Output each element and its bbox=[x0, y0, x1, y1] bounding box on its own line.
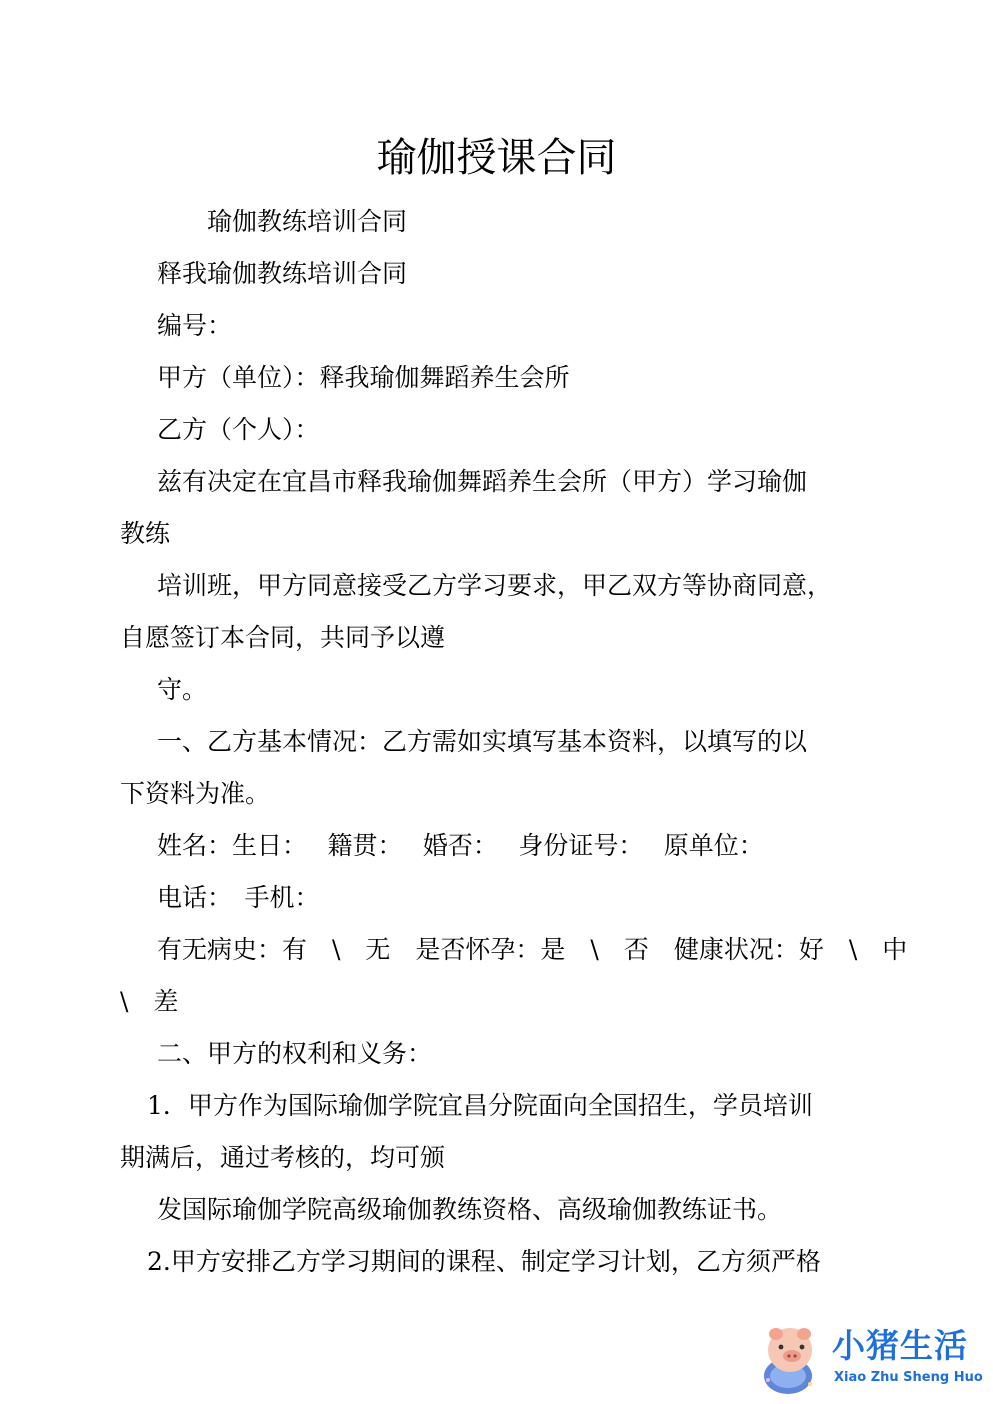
watermark-subtitle: Xiao Zhu Sheng Huo bbox=[834, 1370, 983, 1385]
clause-one-line: 1．甲方作为国际瑜伽学院宜昌分院面向全国招生，学员培训 bbox=[147, 1091, 813, 1120]
clause-two-line: 2.甲方安排乙方学习期间的课程、制定学习计划，乙方须严格 bbox=[147, 1247, 821, 1276]
party-b-line: 乙方（个人）： bbox=[157, 415, 320, 444]
paragraph-line: 兹有决定在宜昌市释我瑜伽舞蹈养生会所（甲方）学习瑜伽 bbox=[157, 467, 808, 496]
subtitle-line: 瑜伽教练培训合同 bbox=[207, 207, 408, 236]
watermark-title: 小猪生活 bbox=[832, 1326, 968, 1365]
health-fields-line: \ 差 bbox=[120, 987, 179, 1016]
clause-one-line: 发国际瑜伽学院高级瑜伽教练资格、高级瑜伽教练证书。 bbox=[157, 1195, 783, 1224]
paragraph-line: 教练 bbox=[120, 519, 171, 548]
section-two-heading: 二、甲方的权利和义务： bbox=[157, 1039, 433, 1068]
paragraph-line: 自愿签订本合同，共同予以遵 bbox=[120, 623, 446, 652]
info-fields-line: 姓名：生日： 籍贯： 婚否： 身份证号： 原单位： bbox=[157, 831, 764, 860]
health-fields-line: 有无病史：有 \ 无 是否怀孕：是 \ 否 健康状况：好 \ 中 bbox=[157, 935, 908, 964]
watermark-logo bbox=[750, 1318, 990, 1398]
party-a-line: 甲方（单位）：释我瑜伽舞蹈养生会所 bbox=[157, 363, 570, 392]
phone-fields-line: 电话： 手机： bbox=[157, 883, 320, 912]
paragraph-line: 培训班，甲方同意接受乙方学习要求，甲乙双方等协商同意， bbox=[157, 571, 833, 600]
section-one-line: 一、乙方基本情况：乙方需如实填写基本资料，以填写的以 bbox=[157, 727, 808, 756]
pig-mascot-icon bbox=[750, 1318, 830, 1398]
clause-one-line: 期满后，通过考核的，均可颁 bbox=[120, 1143, 446, 1172]
contract-number-line: 编号： bbox=[157, 311, 233, 340]
paragraph-line: 守。 bbox=[157, 675, 208, 704]
contract-name-line: 释我瑜伽教练培训合同 bbox=[157, 259, 408, 288]
section-one-line: 下资料为准。 bbox=[120, 779, 271, 808]
document-title: 瑜伽授课合同 bbox=[376, 135, 617, 181]
